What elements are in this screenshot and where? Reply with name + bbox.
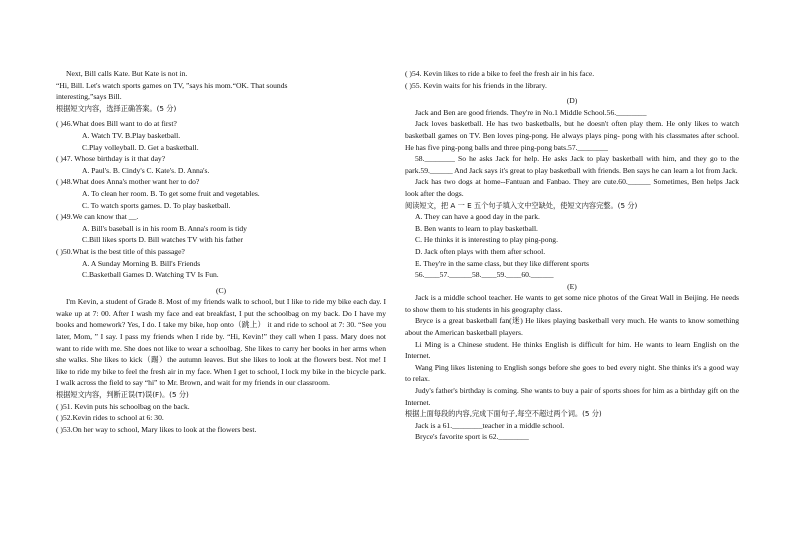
passage-e-paragraph: Bryce is a great basketball fan(迷) He likes playing basketball very much. He wants to know something about the American basketball players. [405, 316, 739, 338]
question-48-options: C. To watch sports games. D. To play basketball. [82, 200, 231, 210]
passage-e-paragraph: Jack is a middle school teacher. He wants to get some nice photos of the Great Wall in Beijing. He needs to show them to his students in his geography class. [405, 293, 739, 314]
question-55: ( )55. Kevin waits for his friends in the library. [405, 80, 547, 90]
passage-b-ending-line: interesting,”says Bill. [56, 92, 122, 102]
option-d: D. Jack often plays with them after school. [415, 246, 546, 256]
passage-b-ending-line: Next, Bill calls Kate. But Kate is not in. [66, 69, 188, 78]
question-46-options: A. Watch TV. B.Play basketball. [82, 130, 181, 140]
passage-d-paragraph: Jack loves basketball. He has two basketballs, but he doesn't often play them. He only likes to watch basketball games on TV. Ben loves ping-pong. He always plays ping- pong with his classmates after school. He has five ping-pong balls and three ping-pong bats.57.________ [405, 119, 739, 152]
question-46: ( )46.What does Bill want to do at first? [56, 119, 177, 129]
section-e-heading: (E) [567, 281, 577, 291]
section-c-heading: (C) [215, 285, 227, 295]
instruction-fill-sentences: 阅读短文，把 A 一 E 五个句子填入文中空缺处，使短文内容完整。(5 分) [405, 200, 638, 210]
question-49: ( )49.We can know that __. [56, 212, 139, 222]
question-51: ( )51. Kevin puts his schoolbag on the back. [56, 401, 190, 411]
passage-e-paragraph: Judy's father's birthday is coming. She wants to buy a pair of sports shoes for him as a birthday gift on the Internet. [405, 386, 739, 407]
option-e: E. They're in the same class, but they like different sports [415, 258, 590, 268]
left-column [56, 68, 386, 435]
passage-d-paragraph: 58.________ So he asks Jack for help. He asks Jack to play basketball with him, and they go to the park.59.______ And Jack says it's great to play basketball with friends. Ben says he can learn a lot from Jack. [405, 154, 739, 175]
right-column [405, 68, 739, 443]
instruction-complete-sentences: 根据上面每段的内容,完成下面句子,每空不超过两个词。(5 分) [405, 409, 602, 419]
option-a: A. They can have a good day in the park. [415, 212, 540, 222]
question-48: ( )48.What does Anna's mother want her to do? [56, 177, 200, 187]
passage-d-paragraph: Jack has two dogs at home--Fantuan and Fanbao. They are cute.60.______ Sometimes, Ben helps Jack look after the dogs. [405, 177, 739, 198]
instruction-true-false: 根据短文内容，判断正误(T)误(F)。(5 分) [56, 390, 189, 400]
section-d-heading: (D) [566, 96, 578, 106]
instruction-multiple-choice: 根据短文内容，选择正确答案。(5 分) [56, 103, 177, 113]
passage-d-paragraph: Jack and Ben are good friends. They're in No.1 Middle School.56.________ [415, 107, 647, 117]
option-b: B. Ben wants to learn to play basketball. [415, 223, 538, 233]
question-50-options: C.Basketball Games D. Watching TV Is Fun. [82, 270, 219, 280]
answer-blanks: 56.____57.______58.____59.____60.______ [415, 270, 554, 280]
question-50: ( )50.What is the best title of this passage? [56, 246, 185, 256]
question-52: ( )52.Kevin rides to school at 6: 30. [56, 413, 164, 423]
passage-e-paragraph: Wang Ping likes listening to English songs before she goes to bed every night. She thinks it's a good way to relax. [405, 362, 739, 384]
question-61: Jack is a 61.________teacher in a middle school. [415, 420, 565, 430]
question-49-options: C.Bill likes sports D. Bill watches TV with his father [82, 235, 244, 245]
passage-c: I'm Kevin, a student of Grade 8. Most of my friends walk to school, but I like to ride my bike each day. I wake up at 7: 00. After I wash my face and eat breakfast, I put the schoolbag on my back. Do I have my books and homework? Yes, I do. I take my bike, hop onto（跳上） it and ride to school at 7: 30. “See you later, Mom, ” I say. I pass my friends when I ride by. “Hi, Kevin!” they call when I pass. Mary does not want to ride with me. She does not like to wear a schoolbag. She likes to carry her books in her arms when she walks. She likes to kick（踢）the autumn leaves. But she likes to look at the flowers best. Not me! I like to ride my bike to feel the fresh air in my face. When I get to school, I lock my bike in the bicycle park. I walk across the field to say “hi” to Mr. Brown, and wait for my friends in our classroom. [56, 297, 386, 388]
question-47: ( )47. Whose birthday is it that day? [56, 154, 166, 164]
option-c: C. He thinks it is interesting to play ping-pong. [415, 235, 559, 245]
question-54: ( )54. Kevin likes to ride a bike to feel the fresh air in his face. [405, 69, 595, 78]
question-48-options: A. To clean her room. B. To get some fruit and vegetables. [82, 188, 260, 198]
passage-e-paragraph: Li Ming is a Chinese student. He thinks English is difficult for him. He wants to learn English on the Internet. [405, 339, 739, 361]
question-46-options: C.Play volleyball. D. Get a basketball. [82, 142, 199, 152]
question-47-options: A. Paul's. B. Cindy's C. Kate's. D. Anna's. [82, 165, 210, 175]
question-53: ( )53.On her way to school, Mary likes to look at the flowers best. [56, 424, 257, 434]
question-49-options: A. Bill's baseball is in his room B. Anna's room is tidy [82, 223, 247, 233]
passage-b-ending-line: “Hi, Bill. Let's watch sports games on TV, ”says his mom.“OK. That sounds [56, 80, 288, 90]
question-50-options: A. A Sunday Morning B. Bill's Friends [82, 258, 201, 268]
question-62: Bryce's favorite sport is 62.________ [415, 432, 529, 442]
